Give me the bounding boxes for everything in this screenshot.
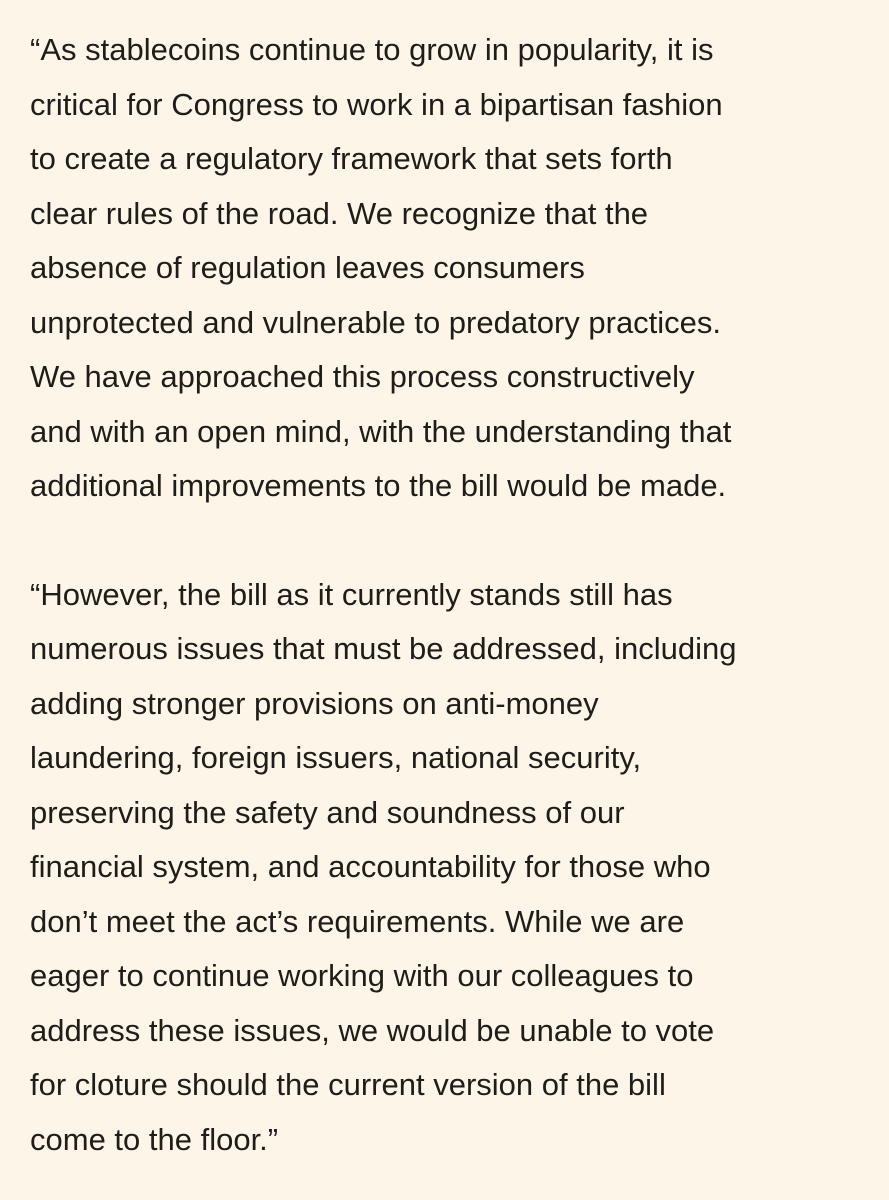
- paragraph-line: preserving the safety and soundness of our: [30, 794, 625, 830]
- paragraph-line: “As stablecoins continue to grow in popularity, it is: [30, 32, 714, 67]
- paragraph-line: clear rules of the road. We recognize that the: [30, 195, 649, 231]
- paragraph-line: eager to continue working with our colleagues to: [30, 958, 694, 993]
- paragraph-line: We have approached this process constructively: [30, 359, 695, 394]
- paragraph-line: laundering, foreign issuers, national security,: [30, 740, 642, 775]
- paragraph-line: for cloture should the current version of the bill: [30, 1067, 666, 1102]
- paragraph-line: and with an open mind, with the understanding that: [30, 413, 732, 449]
- paragraph-line: critical for Congress to work in a bipartisan fashion: [30, 86, 723, 122]
- statement-paragraph-2: [30, 568, 869, 1168]
- paragraph-line: adding stronger provisions on anti-money: [30, 685, 599, 721]
- paragraph-line: unprotected and vulnerable to predatory practices.: [30, 304, 722, 340]
- paragraph-line: financial system, and accountability for those who: [30, 849, 711, 884]
- paragraph-line: “However, the bill as it currently stands still has: [30, 576, 673, 612]
- paragraph-line: don’t meet the act’s requirements. While we are: [30, 903, 685, 939]
- paragraph-line: address these issues, we would be unable to vote: [30, 1012, 715, 1048]
- statement-paragraph-1: [30, 23, 869, 514]
- paragraph-line: come to the floor.”: [30, 1121, 279, 1157]
- paragraph-line: numerous issues that must be addressed, including: [30, 631, 737, 666]
- paragraph-line: additional improvements to the bill would be made.: [30, 468, 727, 503]
- paragraph-line: absence of regulation leaves consumers: [30, 250, 585, 285]
- paragraph-line: to create a regulatory framework that sets forth: [30, 141, 673, 176]
